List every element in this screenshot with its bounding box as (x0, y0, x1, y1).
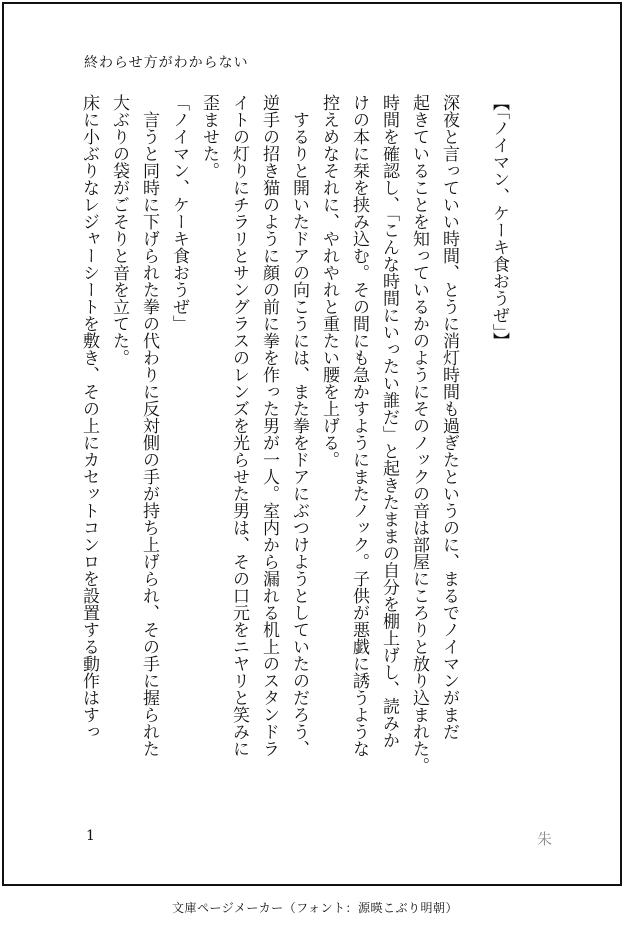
body-line: 時間を確認し、「こんな時間にいったい誰だ」と起きたままの自分を棚上げし、読みか (379, 94, 399, 749)
body-line: 大ぶりの袋がごそりと音を立てた。 (109, 94, 129, 366)
author-mark: 朱 (537, 830, 553, 848)
running-title: 終わらせ方がわからない (84, 55, 249, 71)
body-line: するりと開いたドアの向こうには、また拳をドアにぶつけようとしていたのだろう、 (289, 94, 309, 757)
body-line: 床に小ぶりなレジャーシートを敷き、その上にカセットコンロを設置する動作はすっ (79, 94, 99, 740)
page-frame (2, 2, 622, 886)
chapter-heading: 【「ノイマン、ケーキ食おうぜ」】 (489, 94, 509, 349)
body-line: 歪ませた。 (199, 94, 219, 179)
body-line: 言うと同時に下げられた拳の代わりに反対側の手が持ち上げられ、その手に握られた (139, 94, 159, 757)
body-line: 逆手の招き猫のように顔の前に拳を作った男が一人。室内から漏れる机上のスタンドラ (259, 94, 279, 757)
page-number: 1 (86, 828, 95, 844)
footer-caption: 文庫ページメーカー（フォント：源暎こぶり明朝） (171, 901, 459, 915)
body-line: けの本に栞を挟み込む。その間にも急かすようにまたノック。子供が悪戯に誘うような (349, 94, 369, 757)
body-line: 深夜と言っていい時間、とうに消灯時間も過ぎたというのに、まるでノイマンがまだ (439, 94, 459, 740)
body-line: 「ノイマン、ケーキ食おうぜ」 (169, 94, 189, 332)
body-text (79, 94, 514, 814)
body-line: 起きていることを知っているかのようにそのノックの音は部屋にころりと放り込まれた。 (409, 94, 429, 774)
body-line: イトの灯りにチラリとサングラスのレンズを光らせた男は、その口元をニヤリと笑みに (229, 94, 249, 757)
body-line: 控えめなそれに、やれやれと重たい腰を上げる。 (319, 94, 339, 468)
